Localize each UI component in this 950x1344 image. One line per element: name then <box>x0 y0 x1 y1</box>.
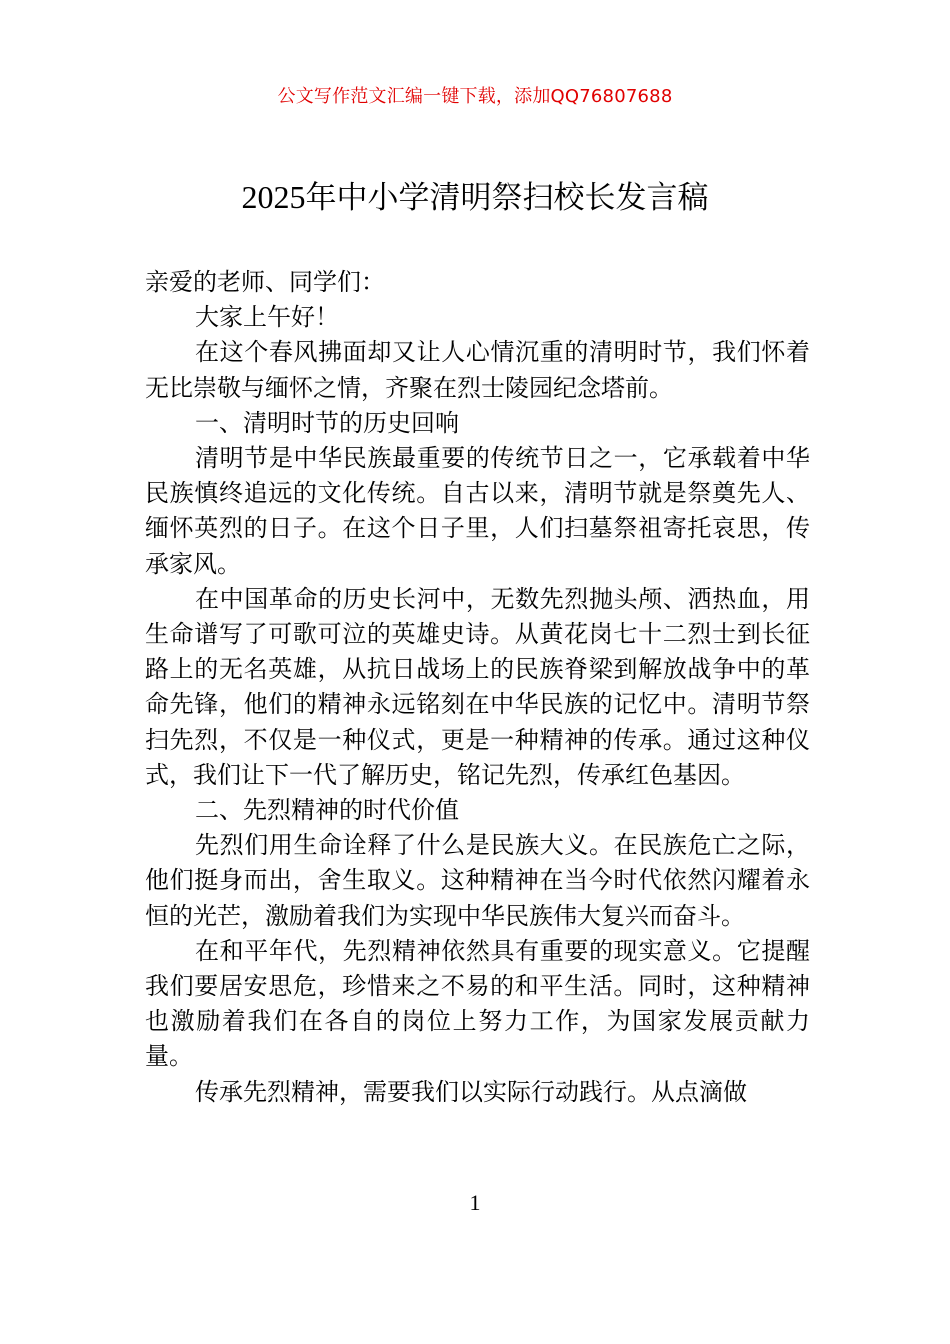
body-paragraph: 在这个春风拂面却又让人心情沉重的清明时节，我们怀着无比崇敬与缅怀之情，齐聚在烈士陵园纪念塔前。 <box>145 338 810 402</box>
body-paragraph: 清明节是中华民族最重要的传统节日之一，它承载着中华民族慎终追远的文化传统。自古以来，清明节就是祭奠先人、缅怀英烈的日子。在这个日子里，人们扫墓祭祖寄托哀思，传承家风。 <box>145 444 810 578</box>
title-year: 2025 <box>241 179 306 215</box>
document-body <box>145 265 810 1110</box>
document-title <box>0 176 950 219</box>
salutation: 亲爱的老师、同学们： <box>145 268 385 296</box>
download-notice: 公文写作范文汇编一键下载，添加QQ76807688 <box>277 86 673 107</box>
body-paragraph: 传承先烈精神，需要我们以实际行动践行。从点滴做 <box>195 1077 747 1106</box>
title-text: 年中小学清明祭扫校长发言稿 <box>305 180 709 216</box>
section-heading: 一、清明时节的历史回响 <box>195 408 459 437</box>
page-number: 1 <box>469 1190 481 1215</box>
body-paragraph: 先烈们用生命诠释了什么是民族大义。在民族危亡之际，他们挺身而出，舍生取义。这种精神在当今时代依然闪耀着永恒的光芒，激励着我们为实现中华民族伟大复兴而奋斗。 <box>145 831 810 930</box>
greeting-paragraph: 大家上午好！ <box>195 303 339 332</box>
section-heading: 二、先烈精神的时代价值 <box>195 796 459 825</box>
body-paragraph: 在中国革命的历史长河中，无数先烈抛头颅、洒热血，用生命谱写了可歌可泣的英雄史诗。从黄花岗七十二烈士到长征路上的无名英雄，从抗日战场上的民族脊梁到解放战争中的革命先锋，他们的精神永远铭刻在中华民族的记忆中。清明节祭扫先烈，不仅是一种仪式，更是一种精神的传承。通过这种仪式，我们让下一代了解历史，铭记先烈，传承红色基因。 <box>145 584 810 789</box>
body-paragraph: 在和平年代，先烈精神依然具有重要的现实意义。它提醒我们要居安思危，珍惜来之不易的和平生活。同时，这种精神也激励着我们在各自的岗位上努力工作，为国家发展贡献力量。 <box>145 936 810 1071</box>
